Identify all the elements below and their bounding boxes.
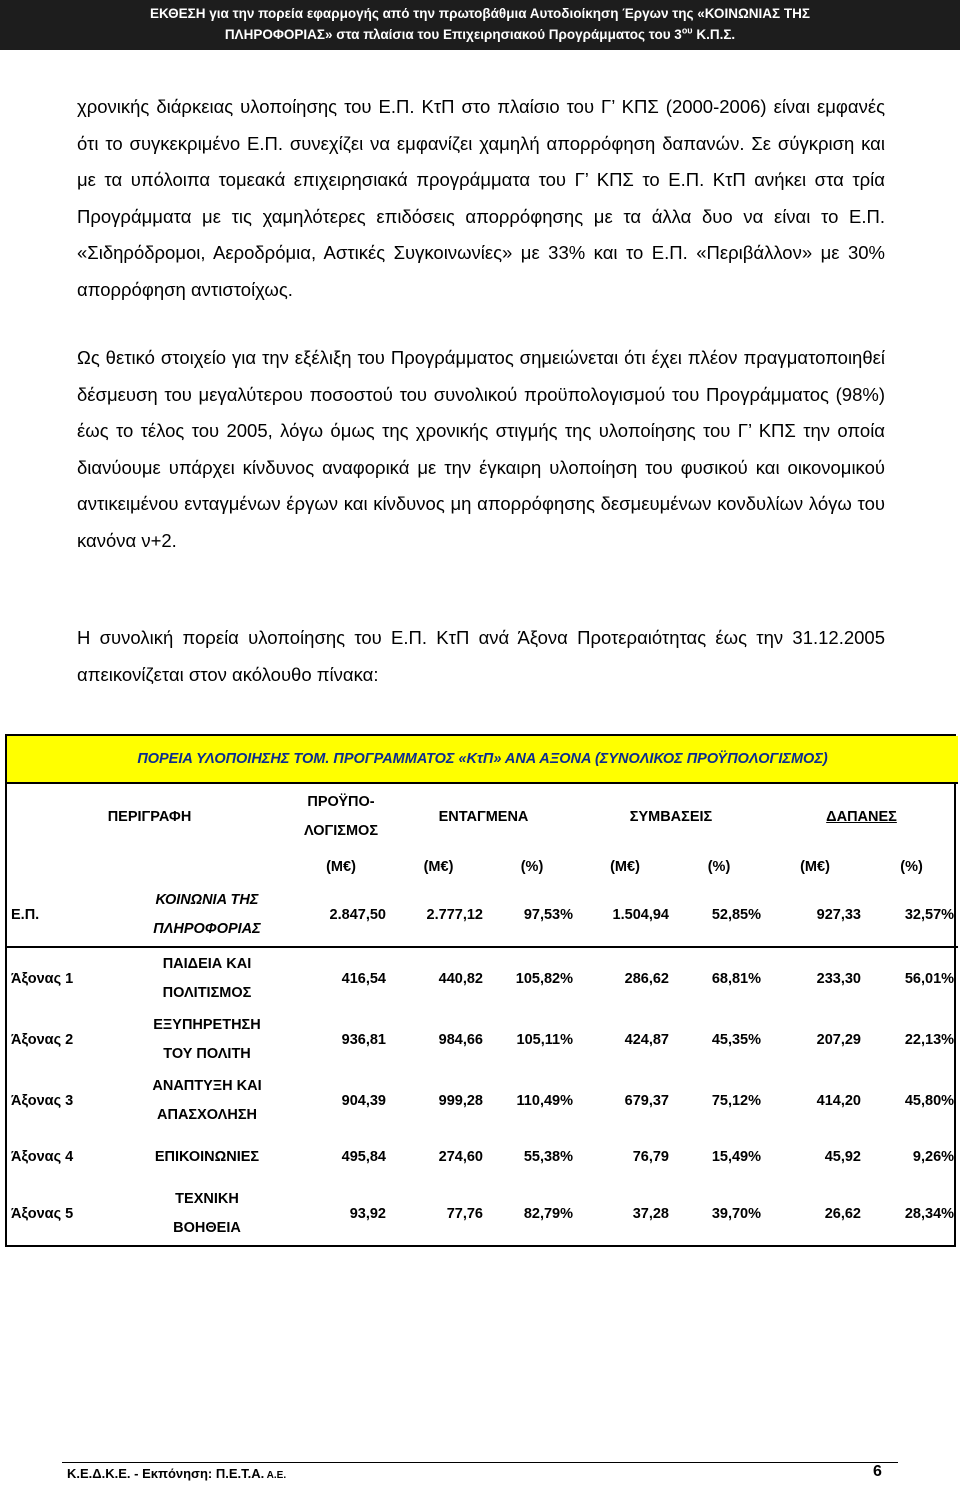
contracts-cell: 424,87 (624, 1031, 669, 1048)
table-row (7, 1131, 958, 1183)
included-pct-cell: 110,49% (516, 1092, 573, 1109)
header-line-1: ΕΚΘΕΣΗ για την πορεία εφαρμογής από την πρωτοβάθμια Αυτοδιοίκηση Έργων της «ΚΟΙΝΩΝΙΑΣ ΤΗΣ (150, 6, 810, 21)
budget-cell: 495,84 (341, 1149, 386, 1165)
contracts-pct-cell: 52,85% (711, 907, 761, 923)
contracts-cell: 286,62 (577, 947, 673, 1009)
unit-cell: (Μ€) (800, 859, 830, 875)
included-pct-cell: 82,79% (523, 1206, 573, 1222)
budget-cell: 936,81 (341, 1031, 386, 1048)
expenses-cell: 927,33 (816, 907, 861, 923)
budget-cell: 93,92 (349, 1206, 386, 1222)
included-cell: 2.777,12 (426, 907, 483, 923)
unit-cell: (%) (900, 859, 923, 875)
included-pct-cell: 55,38% (523, 1149, 573, 1165)
included-pct-cell: 105,11% (516, 1031, 573, 1048)
expenses-cell: 207,29 (816, 1031, 861, 1048)
description-cell: ΚΟΙΝΩΝΙΑ ΤΗΣ ΠΛΗΡΟΦΟΡΙΑΣ (153, 892, 261, 937)
description-cell: ΠΑΙΔΕΙΑ ΚΑΙ ΠΟΛΙΤΙΣΜΟΣ (122, 947, 292, 1009)
expenses-pct-cell: 56,01% (865, 947, 958, 1009)
axis-cell: Άξονας 1 (7, 947, 122, 1009)
description-cell: ΑΝΑΠΤΥΞΗ ΚΑΙ ΑΠΑΣΧΟΛΗΣΗ (152, 1077, 262, 1123)
paragraph-table-intro: Η συνολική πορεία υλοποίησης του Ε.Π. ΚτΠ ανά Άξονα Προτεραιότητας έως την 31.12.2005 απεικονίζεται στον ακόλουθο πίνακα: (77, 627, 885, 685)
unit-cell: (%) (520, 859, 544, 875)
axis-cell: Άξονας 3 (11, 1092, 74, 1109)
unit-cell: (Μ€) (326, 859, 356, 875)
header-included: ΕΝΤΑΓΜΕΝΑ (438, 809, 529, 825)
contracts-cell: 76,79 (632, 1149, 669, 1165)
contracts-cell: 1.504,94 (612, 907, 669, 923)
axis-cell: Ε.Π. (11, 907, 40, 923)
expenses-pct-cell: 28,34% (904, 1206, 955, 1222)
table-header-row (7, 783, 958, 850)
expenses-pct-cell: 45,80% (904, 1092, 955, 1109)
expenses-pct-cell: 22,13% (904, 1031, 955, 1048)
included-cell: 77,76 (446, 1206, 483, 1222)
included-pct-cell: 97,53% (523, 907, 573, 923)
contracts-pct-cell: 39,70% (711, 1206, 761, 1222)
contracts-cell: 679,37 (624, 1092, 669, 1109)
included-cell: 999,28 (438, 1092, 483, 1109)
paragraph-positive-element: Ως θετικό στοιχείο για την εξέλιξη του Προγράμματος σημειώνεται ότι έχει πλέον πραγματοποιηθεί δέσμευση του μεγαλύτερου ποσοστού του συνολικού προϋπολογισμού του Προγράμματος (98%) έως το τέλος του 2005, λόγω όμως της χρονικής στιγμής της υλοποίησης του Γ’ ΚΠΣ την οποία διανύουμε υπάρχει κίνδυνος αναφορικά με την έγκαιρη υλοποίηση του φυσικού και οικονομικού αντικειμένου ενταγμένων έργων και κίνδυνος μη απορρόφησης δεσμευμένων κονδυλίων λόγω του κανόνα ν+2. (77, 347, 885, 551)
included-pct-cell: 105,82% (487, 947, 577, 1009)
table-row (7, 1070, 958, 1131)
expenses-pct-cell: 32,57% (904, 907, 955, 923)
expenses-cell: 26,62 (824, 1206, 861, 1222)
table-row (7, 1183, 958, 1245)
contracts-pct-cell: 75,12% (711, 1092, 761, 1109)
contracts-pct-cell: 15,49% (711, 1149, 761, 1165)
contracts-pct-cell: 68,81% (673, 947, 765, 1009)
budget-cell: 2.847,50 (329, 907, 386, 923)
description-cell: ΕΞΥΠΗΡΕΤΗΣΗ ΤΟΥ ΠΟΛΙΤΗ (153, 1016, 261, 1062)
axis-cell: Άξονας 5 (11, 1206, 74, 1222)
table-row (7, 884, 958, 947)
page-number: 6 (873, 1463, 882, 1480)
header-line-2: ΠΛΗΡΟΦΟΡΙΑΣ» στα πλαίσια του Επιχειρησιακού Προγράμματος του $3^{o\upsilon}$ Κ.Π.Σ. (224, 25, 736, 42)
unit-cell: (Μ€) (610, 859, 640, 875)
included-cell: 984,66 (438, 1031, 483, 1048)
unit-cell: (Μ€) (423, 859, 454, 875)
table-title-row (7, 736, 958, 783)
header-budget: ΠΡΟΫΠΟ- ΛΟΓΙΣΜΟΣ (303, 794, 379, 839)
contracts-cell: 37,28 (632, 1206, 669, 1222)
footer-divider (62, 1462, 898, 1463)
description-cell: ΤΕΧΝΙΚΗ ΒΟΗΘΕΙΑ (173, 1191, 241, 1236)
expenses-cell: 233,30 (765, 947, 865, 1009)
header-description: ΠΕΡΙΓΡΑΦΗ (107, 809, 192, 825)
header-contracts: ΣΥΜΒΑΣΕΙΣ (629, 809, 713, 825)
paragraph-absorption: χρονικής διάρκειας υλοποίησης του Ε.Π. ΚτΠ στο πλαίσιο του Γ’ ΚΠΣ (2000-2006) είναι εμφανές ότι το συγκεκριμένο Ε.Π. συνεχίζει να εμφανίζει χαμηλή απορρόφηση δαπανών. Σε σύγκριση και με τα υπόλοιπα τομεακά επιχειρησιακά προγράμματα του Γ’ ΚΠΣ το Ε.Π. ΚτΠ ανήκει στα τρία Προγράμματα με τις χαμηλότερες επιδόσεις απορρόφησης με τα άλλα δυο να είναι το Ε.Π. «Σιδηρόδρομοι, Αεροδρόμια, Αστικές Συγκοινωνίες» με 33% και το Ε.Π. «Περιβάλλον» με 30% απορρόφηση αντιστοίχως. (77, 96, 885, 300)
budget-cell: 904,39 (341, 1092, 386, 1109)
table-title: ΠΟΡΕΙΑ ΥΛΟΠΟΙΗΣΗΣ ΤΟΜ. ΠΡΟΓΡΑΜΜΑΤΟΣ «ΚτΠ» ΑΝΑ ΑΞΟΝΑ (ΣΥΝΟΛΙΚΟΣ ΠΡΟΫΠΟΛΟΓΙΣΜΟΣ) (7, 736, 958, 783)
table-row (7, 947, 958, 1009)
table-units-row (7, 850, 958, 884)
document-header (0, 0, 960, 50)
header-superscript: ου (681, 25, 693, 36)
expenses-cell: 45,92 (824, 1149, 861, 1165)
axis-cell: Άξονας 2 (11, 1031, 74, 1048)
description-cell: ΕΠΙΚΟΙΝΩΝΙΕΣ (154, 1148, 260, 1165)
expenses-cell: 414,20 (816, 1092, 861, 1109)
footer-organization: Κ.Ε.Δ.Κ.Ε. - Εκπόνηση: Π.Ε.Τ.Α. Α.Ε. (67, 1466, 287, 1481)
included-cell: 274,60 (438, 1149, 483, 1165)
budget-cell: 416,54 (292, 947, 390, 1009)
progress-table (5, 734, 956, 1247)
header-expenses: ΔΑΠΑΝΕΣ (826, 809, 897, 825)
contracts-pct-cell: 45,35% (711, 1031, 761, 1048)
table-row (7, 1009, 958, 1070)
axis-cell: Άξονας 4 (11, 1149, 74, 1165)
included-cell: 440,82 (390, 947, 487, 1009)
unit-cell: (%) (707, 859, 731, 875)
expenses-pct-cell: 9,26% (912, 1149, 955, 1165)
